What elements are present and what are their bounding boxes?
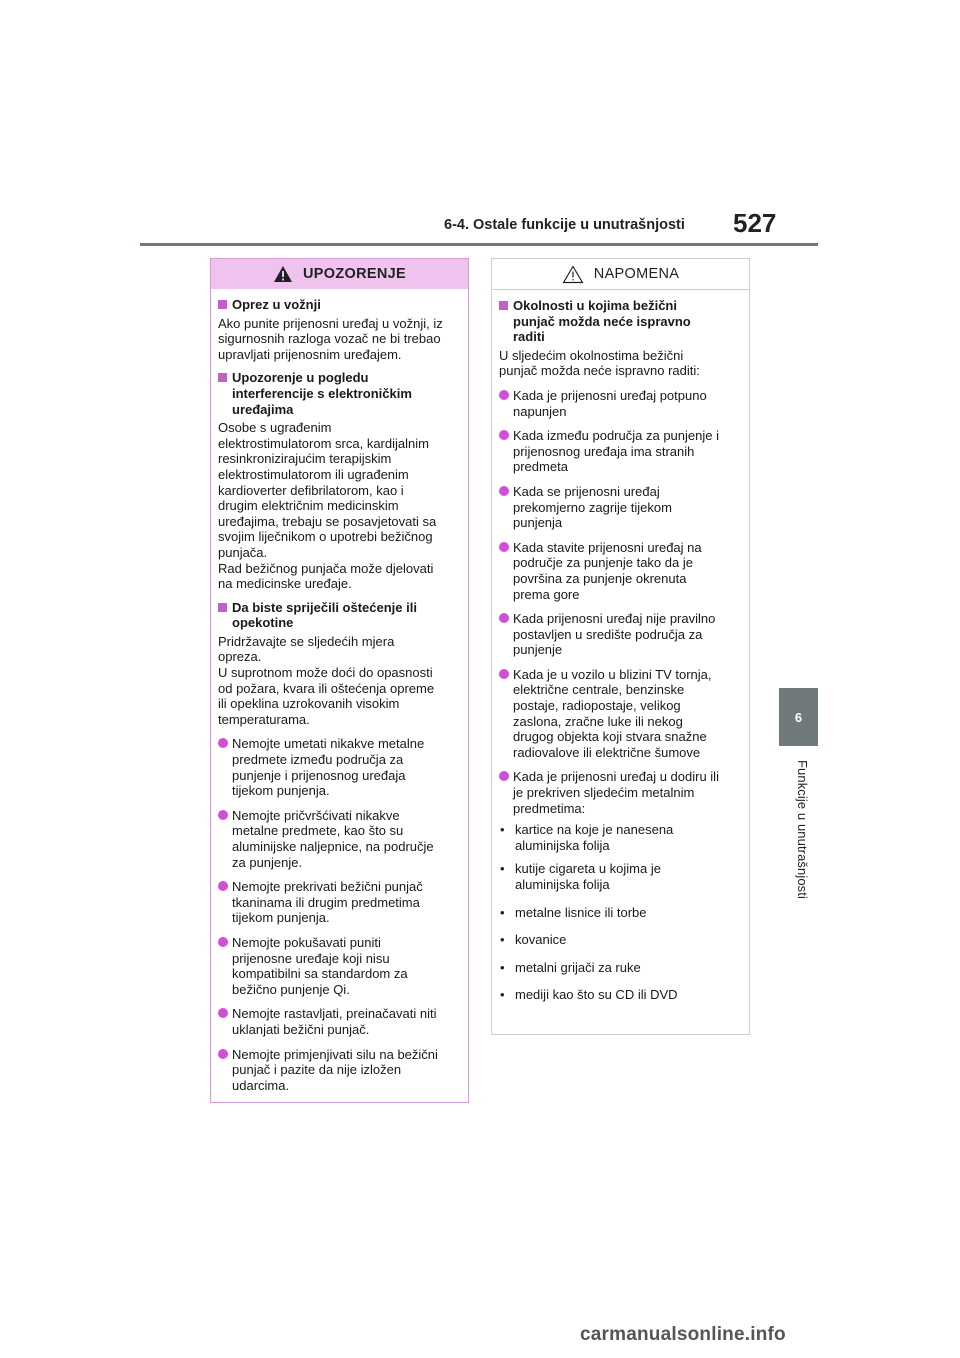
page-number: 527	[733, 208, 777, 238]
square-bullet-icon	[499, 301, 508, 310]
list-item: Kada stavite prijenosni uređaj na područje za punjenje tako da je površina za punjenje okrenuta prema gore	[499, 540, 741, 602]
warning-paragraph: Pridržavajte se sljedećih mjera opreza. U suprotnom može doći do opasnosti od požara, kvara ili oštećenja opreme ili opeklina uzrokovanih visokim temperaturama.	[218, 633, 435, 727]
round-bullet-icon	[218, 810, 228, 820]
sub-list-item: • kovanice	[500, 932, 567, 948]
round-bullet-icon	[499, 669, 509, 679]
round-bullet-icon	[499, 771, 509, 781]
sub-list-item: • metalni grijači za ruke	[500, 959, 641, 975]
sub-list-item: • mediji kao što su CD ili DVD	[500, 987, 678, 1003]
warning-paragraph: Osobe s ugrađenim elektrostimulatorom srca, kardijalnim resinkronizirajućim terapijskim elektrostimulatorom ili ugrađenim kardioverter defibrilatorom, kao i drugim električnim medicinskim uređajima, trebaju se posavjetovati sa svojim liječnikom o upotrebi bežičnog punjača. Rad bežičnog punjača može djelovati na medicinske uređaje.	[218, 420, 437, 592]
chapter-tab[interactable]	[779, 688, 818, 746]
round-bullet-icon	[218, 1049, 228, 1059]
warning-box	[210, 258, 469, 1103]
round-bullet-icon	[499, 430, 509, 440]
notice-section-title: Okolnosti u kojima bežični punjač možda neće ispravno raditi	[499, 298, 741, 345]
square-bullet-icon	[218, 373, 227, 382]
list-item: Kada se prijenosni uređaj prekomjerno zagrije tijekom punjenja	[499, 484, 741, 531]
chapter-label: Funkcije u unutrašnjosti	[795, 760, 810, 899]
round-bullet-icon	[499, 390, 509, 400]
list-item: Nemojte rastavljati, preinačavati niti uklanjati bežični punjač.	[218, 1006, 460, 1037]
chapter-number: 6	[794, 709, 803, 725]
round-bullet-icon	[218, 881, 228, 891]
list-item: Kada je prijenosni uređaj potpuno napunjen	[499, 388, 741, 419]
list-item: Kada između područja za punjenje i prijenosnog uređaja ima stranih predmeta	[499, 428, 741, 475]
notice-title: NAPOMENA	[593, 266, 680, 282]
square-bullet-icon	[218, 603, 227, 612]
sub-list-item: • kartice na koje je nanesena aluminijska folija	[500, 822, 674, 853]
square-bullet-icon	[218, 300, 227, 309]
warning-section-title: Da biste spriječili oštećenje ili opekotine	[218, 600, 460, 631]
round-bullet-icon	[218, 1008, 228, 1018]
notice-header	[492, 259, 749, 290]
notice-box	[491, 258, 750, 1035]
list-item: Kada je u vozilo u blizini TV tornja, električne centrale, benzinske postaje, radiopostaje, velikog zaslona, zračne luke ili nekog drugog objekta koji stvara snažne radiovalove ili električne šumove	[499, 667, 741, 761]
section-title: 6-4. Ostale funkcije u unutrašnjosti	[444, 217, 685, 233]
header-divider	[140, 243, 818, 246]
warning-triangle-icon	[273, 265, 293, 283]
warning-section-title: Oprez u vožnji	[218, 297, 460, 313]
warning-header	[211, 259, 468, 289]
round-bullet-icon	[499, 542, 509, 552]
list-item: Nemojte prekrivati bežični punjač tkaninama ili drugim predmetima tijekom punjenja.	[218, 879, 460, 926]
round-bullet-icon	[499, 486, 509, 496]
warning-section-title: Upozorenje u pogledu interferencije s elektroničkim uređajima	[218, 370, 460, 417]
list-item: Kada prijenosni uređaj nije pravilno postavljen u središte područja za punjenje	[499, 611, 741, 658]
warning-paragraph: Ako punite prijenosni uređaj u vožnji, iz sigurnosnih razloga vozač ne bi trebao upravljati prijenosnim uređajem.	[218, 315, 443, 362]
list-item: Nemojte pokušavati puniti prijenosne uređaje koji nisu kompatibilni sa standardom za bežično punjenje Qi.	[218, 935, 460, 997]
round-bullet-icon	[218, 738, 228, 748]
sub-list-item: • metalne lisnice ili torbe	[500, 904, 647, 920]
notice-triangle-icon	[562, 265, 584, 284]
list-item: Kada je prijenosni uređaj u dodiru ili je prekriven sljedećim metalnim predmetima:	[499, 769, 741, 816]
list-item: Nemojte pričvršćivati nikakve metalne predmete, kao što su aluminijske naljepnice, na područje za punjenje.	[218, 808, 460, 870]
list-item: Nemojte umetati nikakve metalne predmete između područja za punjenje i prijenosnog uređaja tijekom punjenja.	[218, 736, 460, 798]
round-bullet-icon	[499, 613, 509, 623]
list-item: Nemojte primjenjivati silu na bežični punjač i pazite da nije izložen udarcima.	[218, 1047, 460, 1094]
warning-title: UPOZORENJE	[303, 266, 406, 282]
round-bullet-icon	[218, 937, 228, 947]
watermark[interactable]: carmanualsonline.info	[580, 1324, 786, 1345]
sub-list-item: • kutije cigareta u kojima je aluminijska folija	[500, 861, 661, 892]
notice-intro: U sljedećim okolnostima bežični punjač možda neće ispravno raditi:	[499, 347, 700, 379]
